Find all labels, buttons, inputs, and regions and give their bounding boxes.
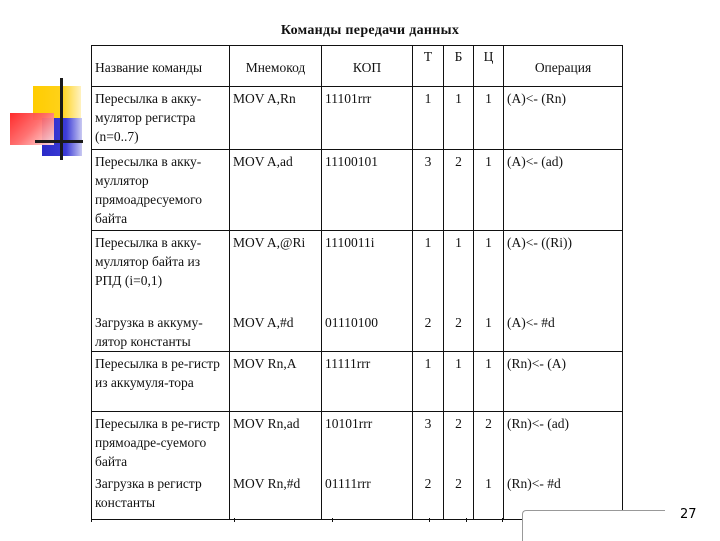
cell-mnemonic-secondary: MOV A,#d [233, 315, 294, 330]
cell-name: Пересылка в акку-мулятор регистра (n=0..7) [92, 87, 230, 150]
cell-operation [504, 231, 623, 352]
cell-operation-primary: (A)<- ((Ri)) [507, 235, 572, 250]
cell-mnemonic-primary: MOV Rn,ad [233, 416, 300, 431]
cell-b-primary: 1 [455, 235, 462, 250]
cell-mnemonic-secondary: MOV Rn,#d [233, 476, 301, 491]
cell-mnemonic-primary: MOV A,@Ri [233, 235, 306, 250]
cell-name-primary: Пересылка в ре-гистр прямоадре-суемого байта [95, 416, 220, 469]
cell-c-primary: 2 [485, 416, 492, 431]
header-t: Т [413, 46, 444, 87]
table-header-row [92, 46, 623, 87]
cell-c-secondary: 1 [485, 476, 492, 491]
cell-opcode [322, 231, 413, 352]
logo-vertical-line [60, 78, 63, 160]
table-row [92, 150, 623, 231]
table-row [92, 412, 623, 520]
cell-operation-secondary: (Rn)<- #d [507, 476, 561, 491]
stub-line [91, 518, 92, 522]
cell-opcode-primary: 10101rrr [325, 416, 373, 431]
cell-t-primary: 1 [424, 235, 432, 250]
cell-name: Пересылка в акку-муллятор прямоадресуемого байта [92, 150, 230, 231]
stub-line [502, 518, 503, 522]
cell-b: 1 [444, 352, 474, 412]
cell-name [92, 412, 230, 520]
header-opcode: КОП [322, 46, 413, 87]
table-row [92, 231, 623, 352]
cell-opcode-secondary: 01111rrr [325, 476, 371, 491]
cell-b-secondary: 2 [455, 315, 462, 330]
cell-c [474, 412, 504, 520]
cell-operation: (Rn)<- (A) [504, 352, 623, 412]
header-name: Название команды [92, 46, 230, 87]
cell-operation [504, 412, 623, 520]
cell-t [413, 412, 444, 520]
cell-b-secondary: 2 [455, 476, 462, 491]
cell-b [444, 412, 474, 520]
cell-name [92, 231, 230, 352]
stub-line [234, 518, 235, 522]
stub-line [429, 518, 430, 522]
cell-operation-secondary: (A)<- #d [507, 315, 555, 330]
cell-c [474, 231, 504, 352]
cell-mnemonic [230, 231, 322, 352]
stub-line [332, 518, 333, 522]
cell-opcode-primary: 1110011i [325, 235, 375, 250]
cell-opcode: 11111rrr [322, 352, 413, 412]
header-c: Ц [474, 46, 504, 87]
cell-b: 1 [444, 87, 474, 150]
cell-t [413, 231, 444, 352]
cell-mnemonic: MOV Rn,A [230, 352, 322, 412]
data-transfer-commands-table [91, 45, 623, 520]
table-row [92, 87, 623, 150]
cell-t: 1 [413, 352, 444, 412]
cell-operation-primary: (Rn)<- (ad) [507, 416, 569, 431]
header-operation: Операция [504, 46, 623, 87]
cell-c: 1 [474, 150, 504, 231]
cell-name-primary: Пересылка в акку-муллятор байта из РПД (i=0,1) [95, 235, 202, 288]
cell-b-primary: 2 [455, 416, 462, 431]
cell-opcode [322, 412, 413, 520]
header-mnemonic: Мнемокод [230, 46, 322, 87]
cell-name-secondary: Загрузка в аккуму-лятор константы [95, 315, 203, 349]
cell-opcode: 11100101 [322, 150, 413, 231]
cell-b [444, 231, 474, 352]
cell-mnemonic: MOV A,Rn [230, 87, 322, 150]
table-row [92, 352, 623, 412]
cell-name-secondary: Загрузка в регистр константы [95, 476, 202, 510]
cell-mnemonic: MOV A,ad [230, 150, 322, 231]
page-number: 27 [680, 507, 697, 522]
cell-c: 1 [474, 352, 504, 412]
cell-mnemonic [230, 412, 322, 520]
slide-title: Команды передачи данных [280, 23, 460, 38]
cell-opcode: 11101rrr [322, 87, 413, 150]
cell-opcode-secondary: 01110100 [325, 315, 378, 330]
cell-c: 1 [474, 87, 504, 150]
cell-t-primary: 3 [424, 416, 432, 431]
cell-t: 1 [413, 87, 444, 150]
cell-b: 2 [444, 150, 474, 231]
footer-placeholder-box [522, 510, 665, 541]
cell-t-secondary: 2 [424, 315, 432, 330]
header-b: Б [444, 46, 474, 87]
cell-c-primary: 1 [485, 235, 492, 250]
cell-name: Пересылка в ре-гистр из аккумуля-тора [92, 352, 230, 412]
stub-line [466, 518, 467, 522]
cell-t: 3 [413, 150, 444, 231]
logo-horizontal-line [35, 140, 83, 143]
cell-c-secondary: 1 [485, 315, 492, 330]
cell-operation: (A)<- (Rn) [504, 87, 623, 150]
cell-t-secondary: 2 [424, 476, 432, 491]
cell-operation: (A)<- (ad) [504, 150, 623, 231]
